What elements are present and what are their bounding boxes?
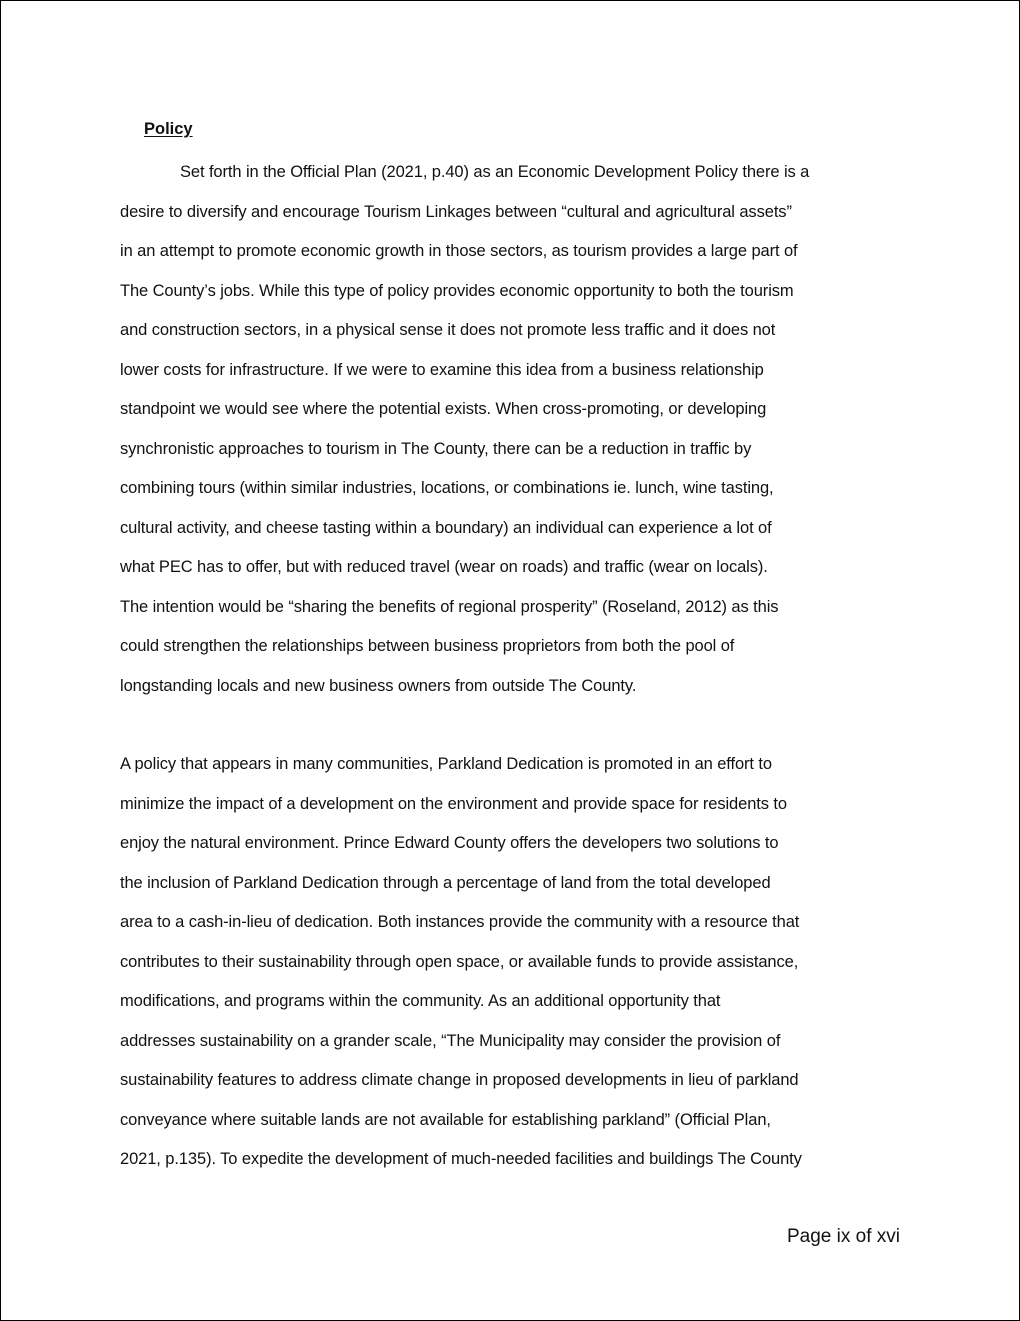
text-line: modifications, and programs within the community. As an additional opportunity that: [120, 992, 721, 1010]
text-line: Set forth in the Official Plan (2021, p.40) as an Economic Development Policy there is a: [180, 163, 810, 181]
paragraph-economic-development: [120, 159, 898, 712]
text-line: longstanding locals and new business owners from outside The County.: [120, 676, 637, 695]
text-line: contributes to their sustainability through open space, or available funds to provide assistance,: [120, 952, 799, 971]
section-heading: Policy: [144, 120, 193, 138]
text-line: combining tours (within similar industries, locations, or combinations ie. lunch, wine tasting,: [120, 479, 774, 497]
text-line: the inclusion of Parkland Dedication through a percentage of land from the total developed: [120, 873, 771, 892]
text-line: enjoy the natural environment. Prince Edward County offers the developers two solutions to: [120, 834, 779, 852]
text-line: and construction sectors, in a physical sense it does not promote less traffic and it does not: [120, 321, 776, 339]
text-line: in an attempt to promote economic growth in those sectors, as tourism provides a large part of: [120, 242, 798, 260]
text-line: area to a cash-in-lieu of dedication. Both instances provide the community with a resource that: [120, 913, 800, 931]
text-line: A policy that appears in many communities, Parkland Dedication is promoted in an effort to: [120, 755, 772, 773]
text-line: 2021, p.135). To expedite the development of much-needed facilities and buildings The County: [120, 1150, 802, 1168]
text-line: conveyance where suitable lands are not available for establishing parkland” (Official Plan,: [120, 1110, 771, 1129]
text-line: sustainability features to address climate change in proposed developments in lieu of parkland: [120, 1071, 799, 1089]
text-line: addresses sustainability on a grander scale, “The Municipality may consider the provision of: [120, 1031, 781, 1050]
text-line: cultural activity, and cheese tasting within a boundary) an individual can experience a lot of: [120, 518, 772, 537]
text-line: desire to diversify and encourage Tourism Linkages between “cultural and agricultural assets”: [120, 202, 792, 221]
paragraph-parkland-dedication: [120, 751, 898, 1186]
text-line: minimize the impact of a development on the environment and provide space for residents to: [120, 794, 787, 813]
page-number: Page ix of xvi: [787, 1226, 900, 1247]
text-line: could strengthen the relationships between business proprietors from both the pool of: [120, 637, 735, 655]
text-line: what PEC has to offer, but with reduced travel (wear on roads) and traffic (wear on locals).: [120, 558, 768, 576]
text-line: standpoint we would see where the potential exists. When cross-promoting, or developing: [120, 400, 767, 418]
text-line: The County’s jobs. While this type of policy provides economic opportunity to both the tourism: [120, 281, 794, 300]
text-line: synchronistic approaches to tourism in The County, there can be a reduction in traffic by: [120, 439, 752, 458]
text-line: lower costs for infrastructure. If we were to examine this idea from a business relationship: [120, 360, 764, 379]
text-line: The intention would be “sharing the benefits of regional prosperity” (Roseland, 2012) as this: [120, 597, 779, 616]
